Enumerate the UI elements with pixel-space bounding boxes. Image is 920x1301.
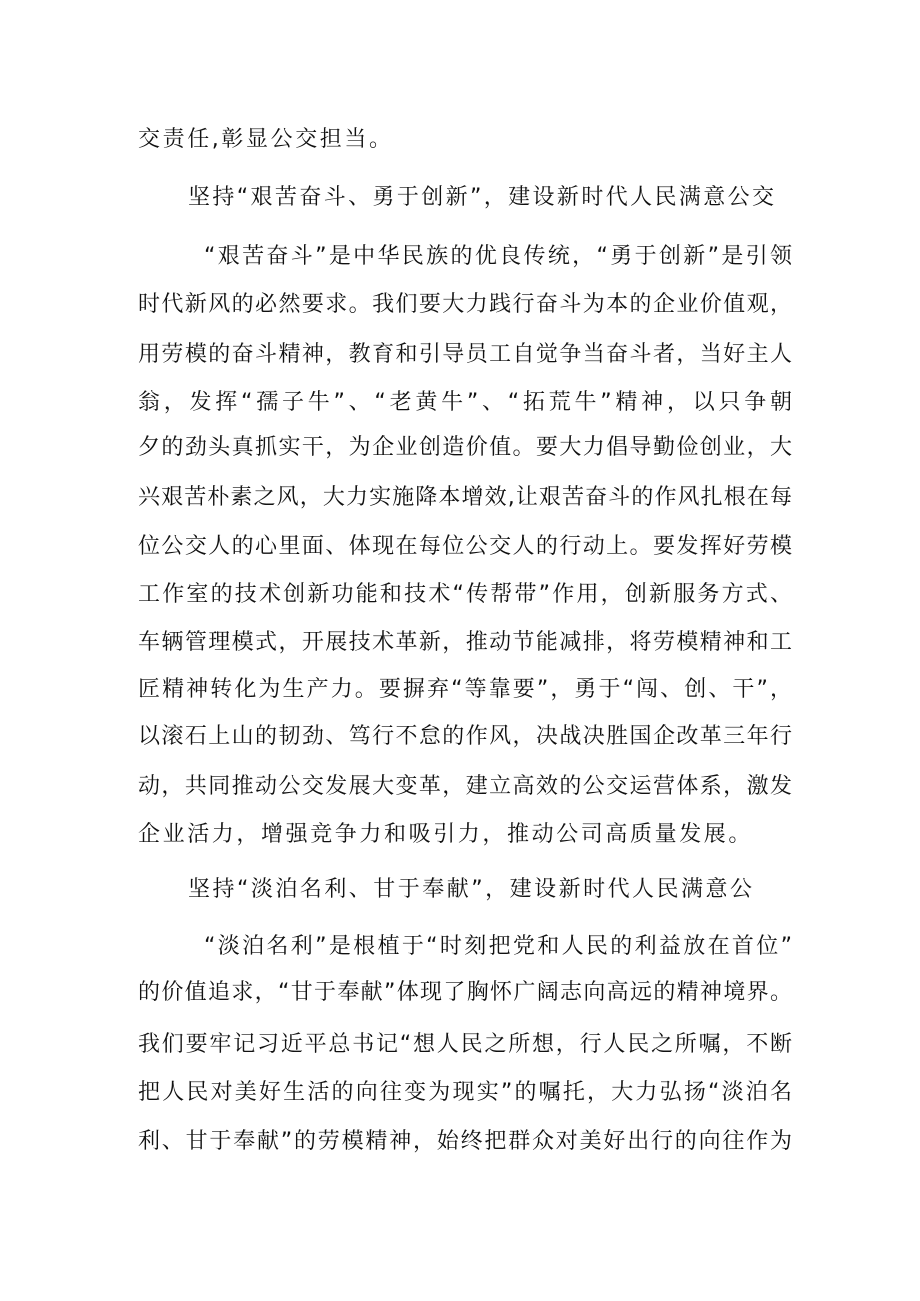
paragraph-line: 用劳模的奋斗精神，教育和引导员工自觉争当奋斗者，当好主人 xyxy=(138,342,792,367)
paragraph-end-line: 企业活力，增强竞争力和吸引力，推动公司高质量发展。 xyxy=(138,822,754,847)
paragraph-line: 动，共同推动公交发展大变革，建立高效的公交运营体系，激发 xyxy=(138,774,792,799)
paragraph-line: 匠精神转化为生产力。要摒弃“等靠要”，勇于“闯、创、干”， xyxy=(138,677,792,702)
paragraph-line: 把人民对美好生活的向往变为现实”的嘱托，大力弘扬“淡泊名 xyxy=(138,1080,792,1105)
paragraph-line: “淡泊名利”是根植于“时刻把党和人民的利益放在首位” xyxy=(204,934,792,959)
paragraph-line: 翁，发挥“孺子牛”、“老黄牛”、“拓荒牛”精神，以只争朝 xyxy=(138,390,792,415)
paragraph-line: 兴艰苦朴素之风，大力实施降本增效,让艰苦奋斗的作风扎根在每 xyxy=(138,485,792,510)
paragraph-line: 以滚石上山的韧劲、笃行不怠的作风，决战决胜国企改革三年行 xyxy=(138,724,792,749)
paragraph-line: 的价值追求，“甘于奉献”体现了胸怀广阔志向高远的精神境界。 xyxy=(138,980,792,1005)
paragraph-line: 我们要牢记习近平总书记“想人民之所想，行人民之所嘱，不断 xyxy=(138,1032,792,1057)
section-heading-dedication: 坚持“淡泊名利、甘于奉献”，建设新时代人民满意公 xyxy=(188,877,752,902)
paragraph-line: 时代新风的必然要求。我们要大力践行奋斗为本的企业价值观， xyxy=(138,292,792,317)
paragraph-line: 利、甘于奉献”的劳模精神，始终把群众对美好出行的向往作为 xyxy=(138,1129,792,1154)
paragraph-line: 车辆管理模式，开展技术革新，推动节能减排，将劳模精神和工 xyxy=(138,630,792,655)
paragraph-end-line: 交责任,彰显公交担当。 xyxy=(138,127,394,152)
paragraph-line: 工作室的技术创新功能和技术“传帮带”作用，创新服务方式、 xyxy=(138,582,792,607)
paragraph-line: “艰苦奋斗”是中华民族的优良传统，“勇于创新”是引领 xyxy=(204,244,792,269)
paragraph-line: 夕的劲头真抓实干，为企业创造价值。要大力倡导勤俭创业，大 xyxy=(138,435,792,460)
paragraph-line: 位公交人的心里面、体现在每位公交人的行动上。要发挥好劳模 xyxy=(138,534,792,559)
section-heading-hard-work: 坚持“艰苦奋斗、勇于创新”，建设新时代人民满意公交 xyxy=(188,185,774,210)
